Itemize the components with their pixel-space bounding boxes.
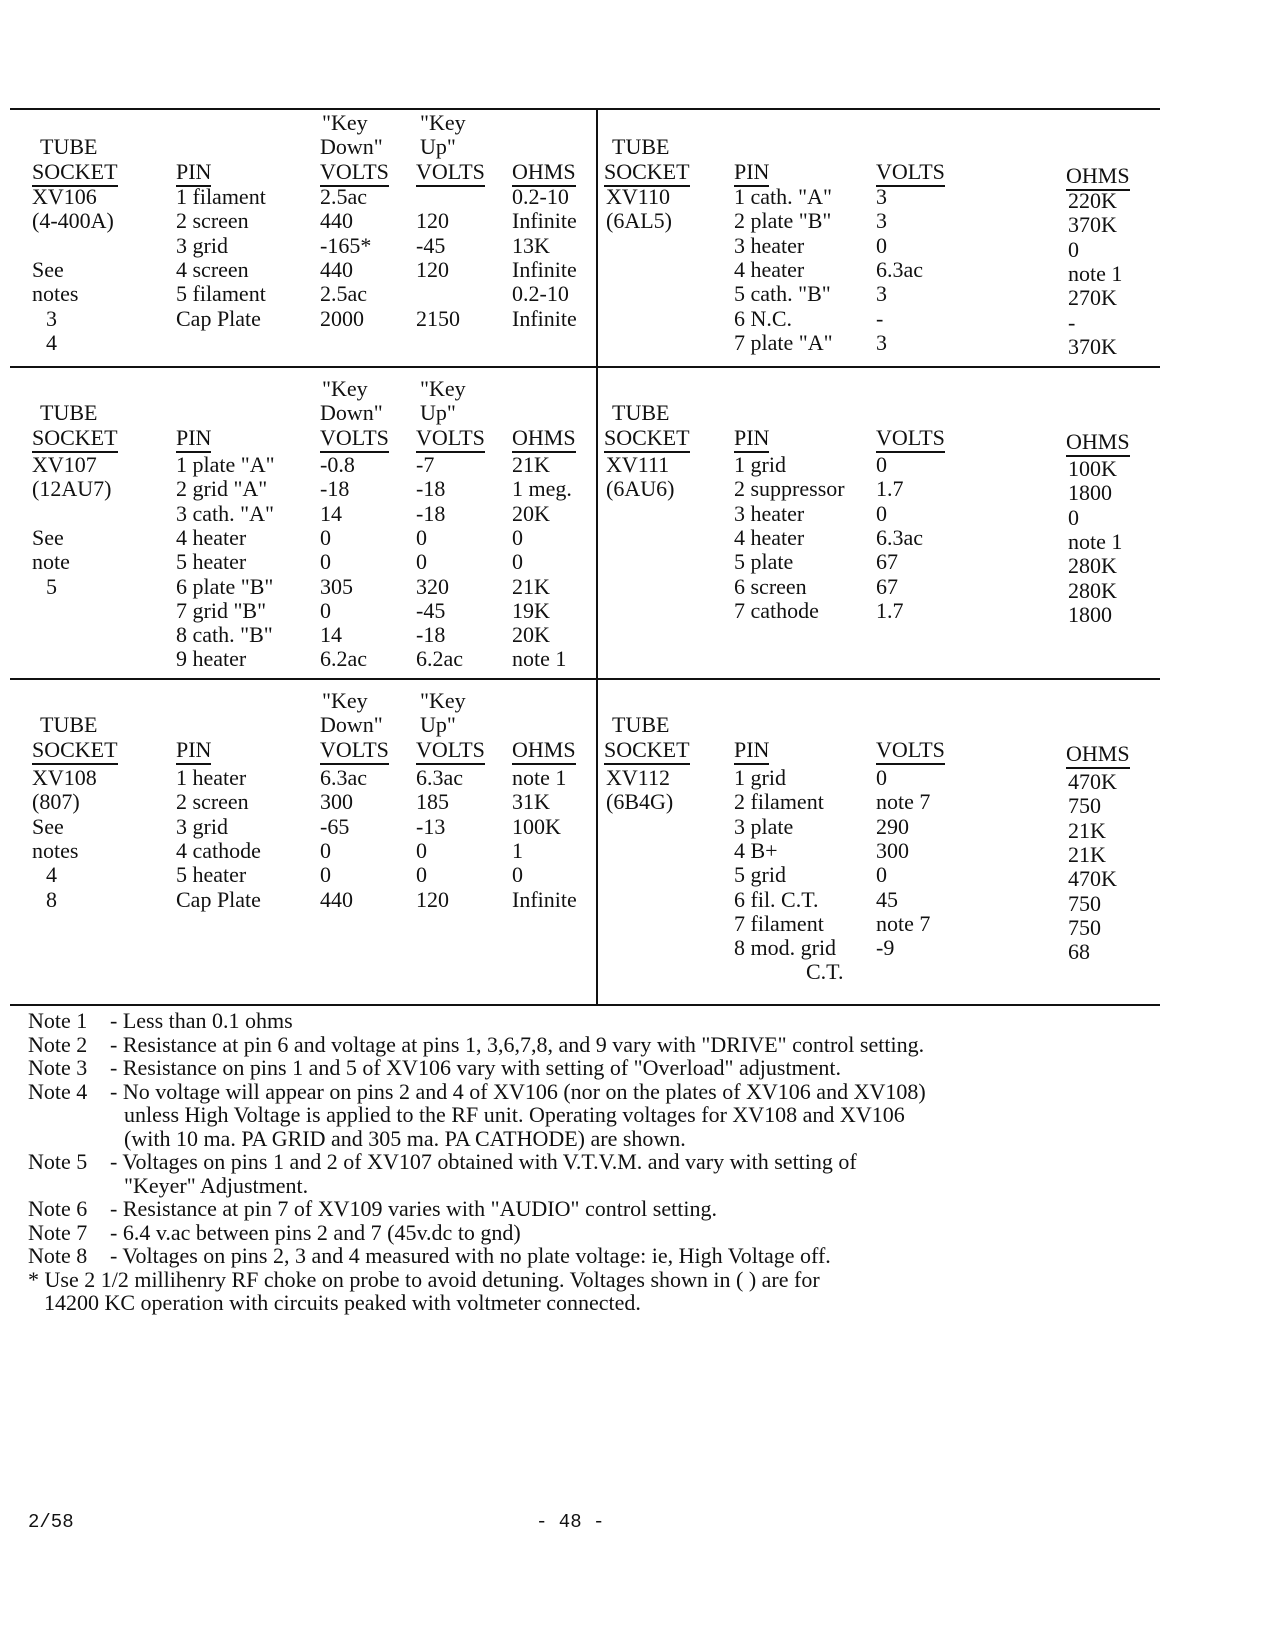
key-up-volts-cell: -45 [416,597,446,623]
volts-cell: 1.7 [876,597,904,623]
key-up-volts-cell: 185 [416,789,449,815]
key-up-header-line2: Up" [420,400,456,426]
row-divider-1 [10,366,1160,368]
note-label: Note 6 [28,1196,88,1221]
note-label: Note 2 [28,1031,88,1057]
ohms-cell: 0.2-10 [512,184,569,209]
key-down-volts-cell: 305 [320,573,353,599]
ohms-cell: 19K [512,597,550,623]
key-down-volts-cell: -18 [320,476,350,502]
tube-header: TUBE [612,712,670,738]
ohms-cell: 750 [1068,890,1101,916]
socket-info: notes [32,837,79,863]
note-text: "Keyer" Adjustment. [124,1172,309,1198]
pin-cell: 1 cath. "A" [734,184,832,209]
pin-cell: 4 heater [734,256,805,282]
key-down-volts-cell: 300 [320,789,353,815]
pin-cell: 3 grid [176,813,228,839]
tube-header: TUBE [40,400,98,426]
ohms-cell: 0 [512,549,523,575]
pin-cell: 2 grid "A" [176,476,268,502]
row-divider-2 [10,678,1160,680]
socket-info: note [32,549,70,575]
note-label: Note 5 [28,1149,88,1174]
socket-info: 5 [46,573,57,599]
key-down-header-line2: Down" [320,400,383,426]
note-text: - 6.4 v.ac between pins 2 and 7 (45v.dc to gnd) [110,1219,521,1245]
socket-info: XV106 [32,184,97,209]
key-up-volts-cell: 6.3ac [416,765,464,790]
pin-cell: 8 cath. "B" [176,622,273,648]
key-up-header-line2: Up" [420,712,456,738]
socket-info: XV110 [606,184,670,209]
pin-cell: 1 grid [734,452,786,477]
pin-cell: 3 grid [176,232,228,258]
ohms-header: OHMS [512,737,576,765]
ohms-cell: 750 [1068,914,1101,940]
note-label: Note 7 [28,1219,88,1245]
pin-header: PIN [176,425,211,453]
volts-cell: 3 [876,281,887,307]
note-label: Note 3 [28,1055,88,1080]
pin-header: PIN [734,737,769,765]
note-label: Note 8 [28,1243,88,1268]
volts-cell: 67 [876,549,898,575]
ohms-cell: 0 [512,862,523,888]
pin-cell: 3 cath. "A" [176,500,274,526]
pin-cell: 9 heater [176,646,247,672]
pin-cell: 2 plate "B" [734,208,832,234]
tube-header: TUBE [612,400,670,426]
key-down-volts-cell: 14 [320,500,342,526]
ohms-header: OHMS [512,425,576,453]
socket-info: (6AU6) [606,476,675,502]
ohms-cell: 20K [512,500,550,526]
pin-cell: 4 heater [176,524,247,550]
key-down-volts-cell: -0.8 [320,452,355,477]
socket-info: (807) [32,789,80,815]
ohms-cell: 470K [1068,769,1117,794]
volts-cell: 300 [876,837,909,863]
socket-header: SOCKET [32,425,118,453]
pin-cell: 5 filament [176,281,266,307]
ohms-cell: 1 [512,837,523,863]
ohms-header: OHMS [512,159,576,187]
socket-info: See [32,813,64,839]
pin-cell: 6 screen [734,573,807,599]
pin-cell: 1 filament [176,184,266,209]
key-down-volts-cell: 0 [320,837,331,863]
note-text: - No voltage will appear on pins 2 and 4 of XV106 (nor on the plates of XV106 and XV108) [110,1078,926,1104]
ohms-cell: 0.2-10 [512,281,569,307]
key-up-volts-cell: -18 [416,622,446,648]
ohms-cell: 21K [512,573,550,599]
volts-cell: note 7 [876,910,931,936]
pin-header: PIN [734,425,769,453]
volts-cell: 290 [876,813,909,839]
ohms-cell: 0 [1068,504,1079,530]
key-up-volts-cell: -13 [416,813,446,839]
socket-info: (4-400A) [32,208,114,234]
pin-header: PIN [176,159,211,187]
table-top-rule [10,108,1160,110]
ohms-cell: Infinite [512,305,577,331]
note-text: 14200 KC operation with circuits peaked with voltmeter connected. [44,1290,641,1315]
key-down-volts-cell: 440 [320,886,353,912]
pin-cell: 2 suppressor [734,476,845,502]
key-down-header-volts: VOLTS [320,425,389,453]
ohms-header: OHMS [1066,429,1130,457]
key-down-volts-cell: 0 [320,862,331,888]
key-up-header-volts: VOLTS [416,159,485,187]
footer-page-number: - 48 - [536,1511,605,1533]
socket-info: (6B4G) [606,789,674,815]
key-down-volts-cell: 0 [320,524,331,550]
ohms-cell: Infinite [512,886,577,912]
pin-cell: 5 plate [734,549,794,575]
ohms-cell: 220K [1068,188,1117,213]
ohms-cell: note 1 [1068,260,1123,286]
pin-cell: 4 cathode [176,837,261,863]
volts-header: VOLTS [876,737,945,765]
volts-cell: 6.3ac [876,524,924,550]
pin-cell: 1 plate "A" [176,452,275,477]
ohms-cell: 270K [1068,285,1117,311]
note-text: - Resistance at pin 7 of XV109 varies with "AUDIO" control setting. [110,1196,717,1221]
ohms-cell: note 1 [512,765,567,790]
key-up-volts-cell: 120 [416,256,449,282]
volts-cell: 0 [876,765,887,790]
volts-cell: 0 [876,500,887,526]
note-label: Note 4 [28,1078,88,1104]
socket-info: (6AL5) [606,208,672,234]
note-label: Note 1 [28,1008,88,1033]
ohms-cell: 21K [1068,817,1106,843]
pin-cell: 6 N.C. [734,305,793,331]
socket-info: See [32,524,64,550]
pin-cell: 4 B+ [734,837,778,863]
socket-info: XV112 [606,765,670,790]
ohms-cell: 0 [1068,236,1079,262]
ohms-cell: 370K [1068,212,1117,238]
pin-cell: 8 mod. grid [734,935,837,961]
pin-cell: Cap Plate [176,886,261,912]
note-text: unless High Voltage is applied to the RF unit. Operating voltages for XV108 and XV106 [124,1102,905,1127]
ohms-cell: 20K [512,622,550,648]
key-up-volts-cell: -45 [416,232,446,258]
key-up-header-volts: VOLTS [416,425,485,453]
pin-cell: 5 grid [734,862,786,888]
volts-cell: 0 [876,452,887,477]
volts-cell: 67 [876,573,898,599]
key-up-volts-cell: -7 [416,452,435,477]
volts-cell: note 7 [876,789,931,815]
note-text: - Voltages on pins 2, 3 and 4 measured with no plate voltage: ie, High Voltage off. [110,1243,831,1268]
ohms-cell: 68 [1068,939,1090,965]
key-up-volts-cell: 6.2ac [416,646,464,672]
ohms-cell: 280K [1068,577,1117,603]
volts-cell: 3 [876,329,887,355]
ohms-cell: 750 [1068,793,1101,819]
footer-date: 2/58 [28,1511,74,1533]
ohms-cell: - [1068,309,1076,335]
volts-cell: 0 [876,862,887,888]
key-up-volts-cell: 120 [416,208,449,234]
volts-cell: 3 [876,208,887,234]
tube-header: TUBE [40,712,98,738]
socket-info: 3 [46,305,57,331]
key-down-header-volts: VOLTS [320,159,389,187]
note-text: * Use 2 1/2 millihenry RF choke on probe to avoid detuning. Voltages shown in ( ) are for [28,1266,820,1292]
ohms-cell: 1800 [1068,601,1112,627]
note-text: - Resistance at pin 6 and voltage at pins 1, 3,6,7,8, and 9 vary with "DRIVE" control setting. [110,1031,925,1057]
tube-header: TUBE [612,134,670,160]
socket-header: SOCKET [604,159,690,187]
table-bottom-rule [10,1004,1160,1006]
key-down-volts-cell: 6.2ac [320,646,368,672]
pin-header: PIN [734,159,769,187]
ohms-cell: 100K [1068,456,1117,481]
ohms-cell: 21K [1068,841,1106,867]
ohms-cell: 21K [512,452,550,477]
key-down-volts-cell: -165* [320,232,372,258]
socket-header: SOCKET [604,425,690,453]
pin-cell: 2 filament [734,789,824,815]
volts-cell: 3 [876,184,887,209]
key-up-volts-cell: 0 [416,549,427,575]
ohms-header: OHMS [1066,163,1130,191]
pin-cell: 4 screen [176,256,249,282]
socket-info: notes [32,281,79,307]
key-up-volts-cell: 0 [416,862,427,888]
key-up-volts-cell: 120 [416,886,449,912]
pin-cell: 1 heater [176,765,247,790]
note-text: (with 10 ma. PA GRID and 305 ma. PA CATHODE) are shown. [124,1125,686,1151]
key-down-volts-cell: 2000 [320,305,364,331]
pin-cell: 5 cath. "B" [734,281,831,307]
key-down-volts-cell: 0 [320,597,331,623]
pin-header: PIN [176,737,211,765]
volts-cell: 0 [876,232,887,258]
key-down-volts-cell: 6.3ac [320,765,368,790]
ohms-header: OHMS [1066,741,1130,769]
key-up-header-line2: Up" [420,134,456,160]
key-down-header-line1: "Key [322,110,368,135]
pin-cell: 3 heater [734,500,805,526]
socket-header: SOCKET [604,737,690,765]
socket-info: XV111 [606,452,670,477]
volts-cell: - [876,305,884,331]
key-down-header-line1: "Key [322,688,368,713]
pin-cell: 3 plate [734,813,794,839]
volts-header: VOLTS [876,425,945,453]
ohms-cell: 13K [512,232,550,258]
pin-cell: 6 plate "B" [176,573,274,599]
column-divider [596,108,598,1006]
key-down-volts-cell: 440 [320,208,353,234]
ohms-cell: 1800 [1068,480,1112,506]
key-down-header-line2: Down" [320,134,383,160]
pin-cell: 5 heater [176,862,247,888]
note-text: - Less than 0.1 ohms [110,1008,293,1033]
pin-cell: 7 grid "B" [176,597,267,623]
key-down-header-line2: Down" [320,712,383,738]
key-up-volts-cell: -18 [416,476,446,502]
socket-info: 8 [46,886,57,912]
key-up-volts-cell: 0 [416,524,427,550]
ohms-cell: Infinite [512,256,577,282]
socket-info: 4 [46,329,57,355]
key-down-volts-cell: 440 [320,256,353,282]
ohms-cell: 100K [512,813,561,839]
key-up-header-line1: "Key [420,110,466,135]
pin-cell: 2 screen [176,208,249,234]
key-up-header-line1: "Key [420,688,466,713]
key-down-volts-cell: 2.5ac [320,281,368,307]
volts-cell: 45 [876,886,898,912]
socket-header: SOCKET [32,159,118,187]
volts-cell: -9 [876,935,895,961]
socket-header: SOCKET [32,737,118,765]
note-text: - Voltages on pins 1 and 2 of XV107 obtained with V.T.V.M. and vary with setting of [110,1149,857,1174]
volts-cell: 6.3ac [876,256,924,282]
ohms-cell: Infinite [512,208,577,234]
pin-cell: Cap Plate [176,305,261,331]
note-text: - Resistance on pins 1 and 5 of XV106 vary with setting of "Overload" adjustment. [110,1055,841,1080]
ohms-cell: note 1 [1068,528,1123,554]
key-down-volts-cell: 0 [320,549,331,575]
volts-cell: 1.7 [876,476,904,502]
pin-cell: 3 heater [734,232,805,258]
ohms-cell: 280K [1068,553,1117,579]
ohms-cell: 1 meg. [512,476,572,502]
socket-info: XV107 [32,452,97,477]
volts-header: VOLTS [876,159,945,187]
key-down-volts-cell: 14 [320,622,342,648]
pin-cell: 5 heater [176,549,247,575]
ohms-cell: 470K [1068,866,1117,892]
key-down-volts-cell: 2.5ac [320,184,368,209]
key-up-volts-cell: -18 [416,500,446,526]
pin-cell: 7 plate "A" [734,329,833,355]
ohms-cell: 31K [512,789,550,815]
pin-cell: 2 screen [176,789,249,815]
ohms-cell: 0 [512,524,523,550]
key-up-volts-cell: 320 [416,573,449,599]
tube-header: TUBE [40,134,98,160]
pin-cell: 4 heater [734,524,805,550]
key-down-volts-cell: -65 [320,813,350,839]
socket-info: XV108 [32,765,97,790]
pin-cell: 7 filament [734,910,824,936]
key-up-header-volts: VOLTS [416,737,485,765]
key-up-volts-cell: 0 [416,837,427,863]
ohms-cell: note 1 [512,646,567,672]
pin-cell: 6 fil. C.T. [734,886,819,912]
socket-info: 4 [46,862,57,888]
pin-cell: 7 cathode [734,597,819,623]
pin-cell: 1 grid [734,765,786,790]
key-up-volts-cell: 2150 [416,305,460,331]
socket-info: (12AU7) [32,476,112,502]
pin-cell-continuation: C.T. [806,959,844,985]
key-up-header-line1: "Key [420,376,466,401]
ohms-cell: 370K [1068,333,1117,359]
socket-info: See [32,256,64,282]
key-down-header-line1: "Key [322,376,368,401]
key-down-header-volts: VOLTS [320,737,389,765]
